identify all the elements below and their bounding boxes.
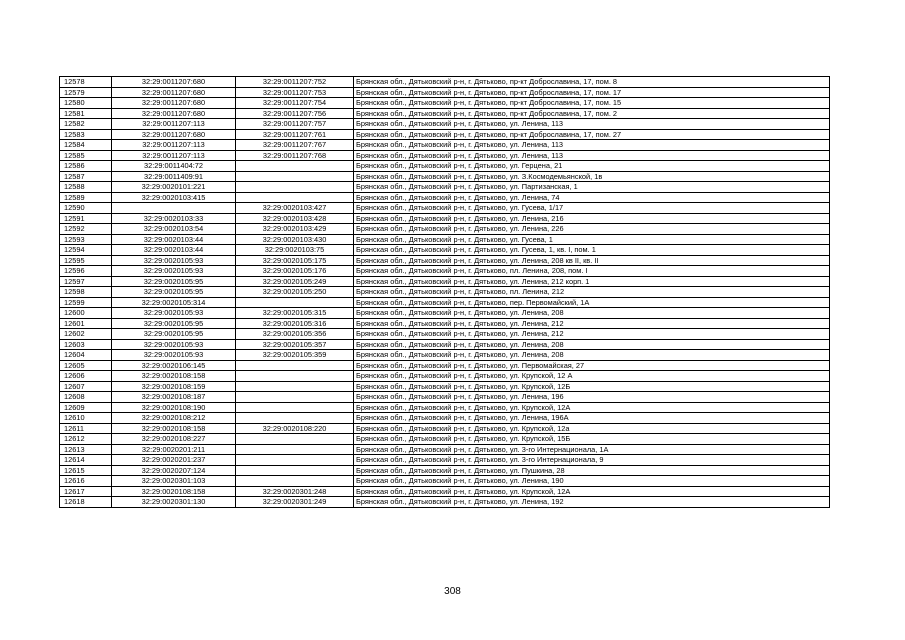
land-cadastral-number-cell: 32:29:0011207:113 [112, 150, 236, 161]
address-cell: Брянская обл., Дятьковский р-н, г. Дятьково, ул. Крупской, 15Б [354, 434, 830, 445]
table-row [60, 486, 830, 497]
table-row [60, 213, 830, 224]
address-cell: Брянская обл., Дятьковский р-н, г. Дятьково, пр-кт Доброславина, 17, пом. 8 [354, 77, 830, 88]
table-row [60, 245, 830, 256]
row-number-cell: 12601 [60, 318, 112, 329]
row-number-cell: 12603 [60, 339, 112, 350]
row-number-cell: 12579 [60, 87, 112, 98]
address-cell: Брянская обл., Дятьковский р-н, г. Дятьково, ул. Гусева, 1, кв. I, пом. 1 [354, 245, 830, 256]
land-cadastral-number-cell: 32:29:0020207:124 [112, 465, 236, 476]
table-row [60, 434, 830, 445]
object-cadastral-number-cell [236, 444, 354, 455]
land-cadastral-number-cell: 32:29:0020201:237 [112, 455, 236, 466]
object-cadastral-number-cell: 32:29:0020105:250 [236, 287, 354, 298]
land-cadastral-number-cell: 32:29:0020108:158 [112, 371, 236, 382]
table-row [60, 308, 830, 319]
table-row [60, 276, 830, 287]
row-number-cell: 12606 [60, 371, 112, 382]
land-cadastral-number-cell: 32:29:0020105:95 [112, 318, 236, 329]
land-cadastral-number-cell: 32:29:0020103:44 [112, 234, 236, 245]
row-number-cell: 12618 [60, 497, 112, 508]
land-cadastral-number-cell: 32:29:0011207:680 [112, 87, 236, 98]
address-cell: Брянская обл., Дятьковский р-н, г. Дятьково, ул. Ленина, 196А [354, 413, 830, 424]
table-row [60, 465, 830, 476]
table-row [60, 287, 830, 298]
object-cadastral-number-cell: 32:29:0020105:249 [236, 276, 354, 287]
land-cadastral-number-cell: 32:29:0020103:415 [112, 192, 236, 203]
address-cell: Брянская обл., Дятьковский р-н, г. Дятьково, ул. Пушкина, 28 [354, 465, 830, 476]
address-cell: Брянская обл., Дятьковский р-н, г. Дятьково, ул. 3-го Интернационала, 9 [354, 455, 830, 466]
object-cadastral-number-cell [236, 182, 354, 193]
row-number-cell: 12597 [60, 276, 112, 287]
table-row [60, 444, 830, 455]
land-cadastral-number-cell: 32:29:0020103:33 [112, 213, 236, 224]
land-cadastral-number-cell: 32:29:0011207:680 [112, 98, 236, 109]
address-cell: Брянская обл., Дятьковский р-н, г. Дятьково, ул. Герцена, 21 [354, 161, 830, 172]
table-row [60, 234, 830, 245]
address-cell: Брянская обл., Дятьковский р-н, г. Дятьково, ул. Ленина, 190 [354, 476, 830, 487]
land-cadastral-number-cell: 32:29:0011207:113 [112, 119, 236, 130]
row-number-cell: 12610 [60, 413, 112, 424]
row-number-cell: 12596 [60, 266, 112, 277]
address-cell: Брянская обл., Дятьковский р-н, г. Дятьково, ул. Крупской, 12А [354, 486, 830, 497]
row-number-cell: 12602 [60, 329, 112, 340]
table-row [60, 371, 830, 382]
table-row [60, 77, 830, 88]
page-number: 308 [444, 586, 461, 597]
object-cadastral-number-cell [236, 171, 354, 182]
address-cell: Брянская обл., Дятьковский р-н, г. Дятьково, ул. Ленина, 113 [354, 119, 830, 130]
table-row [60, 413, 830, 424]
address-cell: Брянская обл., Дятьковский р-н, г. Дятьково, пр-кт Доброславина, 17, пом. 17 [354, 87, 830, 98]
row-number-cell: 12590 [60, 203, 112, 214]
row-number-cell: 12609 [60, 402, 112, 413]
land-cadastral-number-cell: 32:29:0020108:190 [112, 402, 236, 413]
object-cadastral-number-cell: 32:29:0020103:428 [236, 213, 354, 224]
table-row [60, 150, 830, 161]
land-cadastral-number-cell: 32:29:0020106:145 [112, 360, 236, 371]
land-cadastral-number-cell: 32:29:0020103:44 [112, 245, 236, 256]
object-cadastral-number-cell: 32:29:0020103:427 [236, 203, 354, 214]
object-cadastral-number-cell: 32:29:0020103:429 [236, 224, 354, 235]
table-row [60, 497, 830, 508]
property-register-table [59, 76, 830, 508]
object-cadastral-number-cell [236, 434, 354, 445]
table-row [60, 318, 830, 329]
table-row [60, 98, 830, 109]
object-cadastral-number-cell: 32:29:0011207:753 [236, 87, 354, 98]
row-number-cell: 12604 [60, 350, 112, 361]
row-number-cell: 12600 [60, 308, 112, 319]
address-cell: Брянская обл., Дятьковский р-н, г. Дятьково, ул. Ленина, 192 [354, 497, 830, 508]
object-cadastral-number-cell [236, 360, 354, 371]
address-cell: Брянская обл., Дятьковский р-н, г. Дятьково, ул. Гусева, 1 [354, 234, 830, 245]
object-cadastral-number-cell [236, 161, 354, 172]
row-number-cell: 12591 [60, 213, 112, 224]
address-cell: Брянская обл., Дятьковский р-н, г. Дятьково, пл. Ленина, 208, пом. I [354, 266, 830, 277]
land-cadastral-number-cell: 32:29:0020105:93 [112, 339, 236, 350]
object-cadastral-number-cell [236, 192, 354, 203]
land-cadastral-number-cell: 32:29:0020108:159 [112, 381, 236, 392]
object-cadastral-number-cell [236, 392, 354, 403]
table-row [60, 171, 830, 182]
object-cadastral-number-cell: 32:29:0011207:754 [236, 98, 354, 109]
land-cadastral-number-cell: 32:29:0020201:211 [112, 444, 236, 455]
row-number-cell: 12605 [60, 360, 112, 371]
address-cell: Брянская обл., Дятьковский р-н, г. Дятьково, ул. Ленина, 208 [354, 308, 830, 319]
row-number-cell: 12584 [60, 140, 112, 151]
row-number-cell: 12588 [60, 182, 112, 193]
row-number-cell: 12582 [60, 119, 112, 130]
address-cell: Брянская обл., Дятьковский р-н, г. Дятьково, пр-кт Доброславина, 17, пом. 27 [354, 129, 830, 140]
table-row [60, 339, 830, 350]
object-cadastral-number-cell: 32:29:0020301:248 [236, 486, 354, 497]
row-number-cell: 12578 [60, 77, 112, 88]
row-number-cell: 12598 [60, 287, 112, 298]
row-number-cell: 12617 [60, 486, 112, 497]
address-cell: Брянская обл., Дятьковский р-н, г. Дятьково, ул. Первомайская, 27 [354, 360, 830, 371]
object-cadastral-number-cell: 32:29:0020105:176 [236, 266, 354, 277]
land-cadastral-number-cell: 32:29:0020108:158 [112, 423, 236, 434]
address-cell: Брянская обл., Дятьковский р-н, г. Дятьково, ул. Ленина, 212 [354, 329, 830, 340]
land-cadastral-number-cell: 32:29:0011207:680 [112, 77, 236, 88]
land-cadastral-number-cell: 32:29:0020105:314 [112, 297, 236, 308]
address-cell: Брянская обл., Дятьковский р-н, г. Дятьково, ул. З.Космодемьянской, 1в [354, 171, 830, 182]
row-number-cell: 12589 [60, 192, 112, 203]
address-cell: Брянская обл., Дятьковский р-н, г. Дятьково, ул. Крупской, 12 А [354, 371, 830, 382]
object-cadastral-number-cell: 32:29:0011207:752 [236, 77, 354, 88]
row-number-cell: 12593 [60, 234, 112, 245]
row-number-cell: 12615 [60, 465, 112, 476]
address-cell: Брянская обл., Дятьковский р-н, г. Дятьково, ул. Партизанская, 1 [354, 182, 830, 193]
table-row [60, 192, 830, 203]
table-row [60, 360, 830, 371]
table-row [60, 350, 830, 361]
land-cadastral-number-cell: 32:29:0020108:212 [112, 413, 236, 424]
land-cadastral-number-cell: 32:29:0020108:158 [112, 486, 236, 497]
address-cell: Брянская обл., Дятьковский р-н, г. Дятьково, ул. Крупской, 12А [354, 402, 830, 413]
table-row [60, 182, 830, 193]
object-cadastral-number-cell: 32:29:0020103:430 [236, 234, 354, 245]
address-cell: Брянская обл., Дятьковский р-н, г. Дятьково, ул. Ленина, 212 [354, 318, 830, 329]
object-cadastral-number-cell [236, 297, 354, 308]
land-cadastral-number-cell: 32:29:0020101:221 [112, 182, 236, 193]
row-number-cell: 12599 [60, 297, 112, 308]
object-cadastral-number-cell: 32:29:0020301:249 [236, 497, 354, 508]
table-row [60, 476, 830, 487]
address-cell: Брянская обл., Дятьковский р-н, г. Дятьково, пр-кт Доброславина, 17, пом. 15 [354, 98, 830, 109]
land-cadastral-number-cell: 32:29:0020105:95 [112, 287, 236, 298]
table-row [60, 87, 830, 98]
object-cadastral-number-cell: 32:29:0020108:220 [236, 423, 354, 434]
row-number-cell: 12587 [60, 171, 112, 182]
row-number-cell: 12614 [60, 455, 112, 466]
address-cell: Брянская обл., Дятьковский р-н, г. Дятьково, ул. Ленина, 113 [354, 140, 830, 151]
table-row [60, 455, 830, 466]
table-row [60, 266, 830, 277]
object-cadastral-number-cell [236, 413, 354, 424]
land-cadastral-number-cell: 32:29:0020301:103 [112, 476, 236, 487]
land-cadastral-number-cell: 32:29:0020301:130 [112, 497, 236, 508]
object-cadastral-number-cell [236, 476, 354, 487]
table-row [60, 161, 830, 172]
table-row [60, 381, 830, 392]
land-cadastral-number-cell: 32:29:0011207:680 [112, 129, 236, 140]
table-row [60, 203, 830, 214]
address-cell: Брянская обл., Дятьковский р-н, г. Дятьково, ул. Ленина, 208 [354, 350, 830, 361]
land-cadastral-number-cell: 32:29:0020108:227 [112, 434, 236, 445]
object-cadastral-number-cell: 32:29:0011207:761 [236, 129, 354, 140]
table-row [60, 392, 830, 403]
row-number-cell: 12586 [60, 161, 112, 172]
address-cell: Брянская обл., Дятьковский р-н, г. Дятьково, ул. Ленина, 208 [354, 339, 830, 350]
object-cadastral-number-cell: 32:29:0020105:315 [236, 308, 354, 319]
row-number-cell: 12592 [60, 224, 112, 235]
address-cell: Брянская обл., Дятьковский р-н, г. Дятьково, ул. Крупской, 12а [354, 423, 830, 434]
object-cadastral-number-cell: 32:29:0020105:357 [236, 339, 354, 350]
address-cell: Брянская обл., Дятьковский р-н, г. Дятьково, ул. 3-го Интернационала, 1А [354, 444, 830, 455]
row-number-cell: 12612 [60, 434, 112, 445]
address-cell: Брянская обл., Дятьковский р-н, г. Дятьково, ул. Ленина, 226 [354, 224, 830, 235]
address-cell: Брянская обл., Дятьковский р-н, г. Дятьково, пр-кт Доброславина, 17, пом. 2 [354, 108, 830, 119]
table-row [60, 224, 830, 235]
land-cadastral-number-cell: 32:29:0020105:93 [112, 350, 236, 361]
address-cell: Брянская обл., Дятьковский р-н, г. Дятьково, пл. Ленина, 212 [354, 287, 830, 298]
row-number-cell: 12607 [60, 381, 112, 392]
land-cadastral-number-cell: 32:29:0020105:93 [112, 308, 236, 319]
table-row [60, 129, 830, 140]
table-row [60, 423, 830, 434]
table-row [60, 329, 830, 340]
row-number-cell: 12616 [60, 476, 112, 487]
object-cadastral-number-cell: 32:29:0011207:768 [236, 150, 354, 161]
address-cell: Брянская обл., Дятьковский р-н, г. Дятьково, ул. Гусева, 1/17 [354, 203, 830, 214]
land-cadastral-number-cell: 32:29:0011404:72 [112, 161, 236, 172]
land-cadastral-number-cell: 32:29:0011409:91 [112, 171, 236, 182]
object-cadastral-number-cell: 32:29:0011207:767 [236, 140, 354, 151]
row-number-cell: 12580 [60, 98, 112, 109]
land-cadastral-number-cell: 32:29:0011207:113 [112, 140, 236, 151]
land-cadastral-number-cell: 32:29:0020105:93 [112, 266, 236, 277]
address-cell: Брянская обл., Дятьковский р-н, г. Дятьково, ул. Ленина, 208 кв II, кв. II [354, 255, 830, 266]
object-cadastral-number-cell: 32:29:0020103:75 [236, 245, 354, 256]
row-number-cell: 12594 [60, 245, 112, 256]
row-number-cell: 12595 [60, 255, 112, 266]
object-cadastral-number-cell [236, 402, 354, 413]
address-cell: Брянская обл., Дятьковский р-н, г. Дятьково, ул. Ленина, 216 [354, 213, 830, 224]
address-cell: Брянская обл., Дятьковский р-н, г. Дятьково, пер. Первомайский, 1А [354, 297, 830, 308]
land-cadastral-number-cell: 32:29:0011207:680 [112, 108, 236, 119]
land-cadastral-number-cell [112, 203, 236, 214]
row-number-cell: 12608 [60, 392, 112, 403]
object-cadastral-number-cell: 32:29:0011207:757 [236, 119, 354, 130]
table-row [60, 119, 830, 130]
object-cadastral-number-cell [236, 381, 354, 392]
table-row [60, 255, 830, 266]
row-number-cell: 12613 [60, 444, 112, 455]
table-row [60, 297, 830, 308]
land-cadastral-number-cell: 32:29:0020105:95 [112, 276, 236, 287]
row-number-cell: 12585 [60, 150, 112, 161]
table-row [60, 402, 830, 413]
object-cadastral-number-cell: 32:29:0020105:359 [236, 350, 354, 361]
address-cell: Брянская обл., Дятьковский р-н, г. Дятьково, ул. Крупской, 12Б [354, 381, 830, 392]
land-cadastral-number-cell: 32:29:0020103:54 [112, 224, 236, 235]
object-cadastral-number-cell: 32:29:0020105:316 [236, 318, 354, 329]
table-body [60, 77, 830, 508]
land-cadastral-number-cell: 32:29:0020105:93 [112, 255, 236, 266]
object-cadastral-number-cell [236, 455, 354, 466]
land-cadastral-number-cell: 32:29:0020108:187 [112, 392, 236, 403]
table-row [60, 140, 830, 151]
row-number-cell: 12583 [60, 129, 112, 140]
address-cell: Брянская обл., Дятьковский р-н, г. Дятьково, ул. Ленина, 74 [354, 192, 830, 203]
address-cell: Брянская обл., Дятьковский р-н, г. Дятьково, ул. Ленина, 113 [354, 150, 830, 161]
row-number-cell: 12581 [60, 108, 112, 119]
address-cell: Брянская обл., Дятьковский р-н, г. Дятьково, ул. Ленина, 196 [354, 392, 830, 403]
object-cadastral-number-cell: 32:29:0011207:756 [236, 108, 354, 119]
address-cell: Брянская обл., Дятьковский р-н, г. Дятьково, ул. Ленина, 212 корп. 1 [354, 276, 830, 287]
object-cadastral-number-cell: 32:29:0020105:175 [236, 255, 354, 266]
land-cadastral-number-cell: 32:29:0020105:95 [112, 329, 236, 340]
object-cadastral-number-cell [236, 371, 354, 382]
object-cadastral-number-cell: 32:29:0020105:356 [236, 329, 354, 340]
row-number-cell: 12611 [60, 423, 112, 434]
object-cadastral-number-cell [236, 465, 354, 476]
table-row [60, 108, 830, 119]
